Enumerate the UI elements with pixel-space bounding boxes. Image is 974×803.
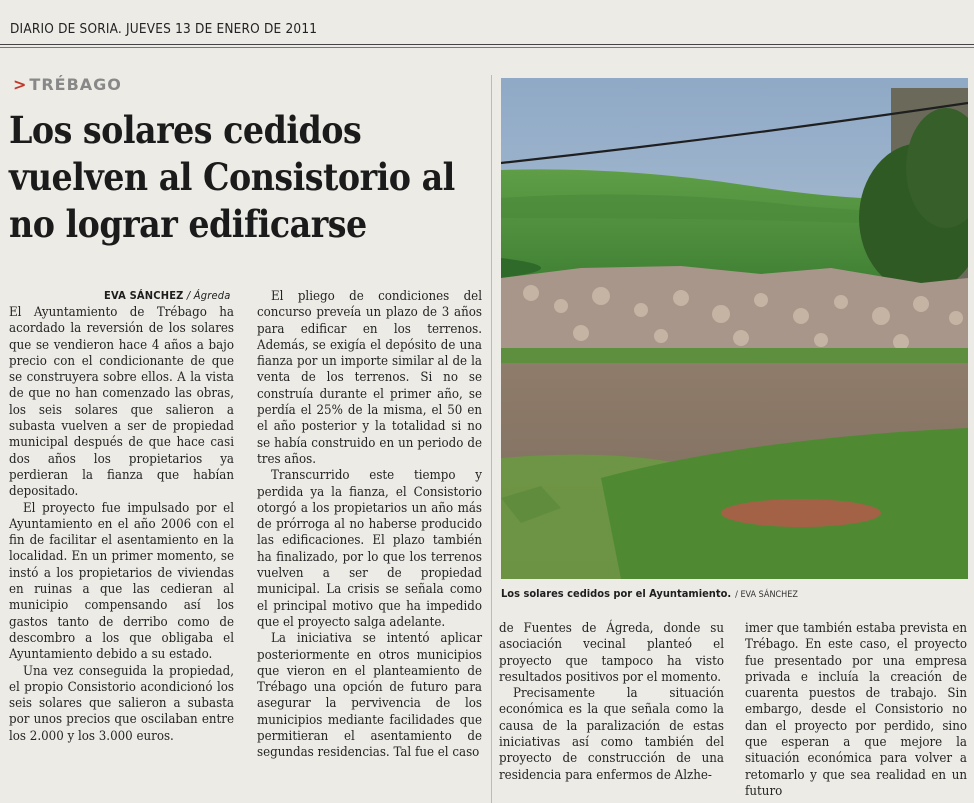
section-arrow: > xyxy=(13,75,28,94)
photo-caption xyxy=(501,587,798,600)
paragraph: El pliego de condiciones del concurso preveía un plazo de 3 años para edificar en los terrenos. Además, se exigía el depósito de una fianza por un importe similar al de la venta de los terrenos. Si no se construía durante el primer año, se perdía el 25% de la misma, el 50 en el año posterior y la totalidad si no se había construido en un periodo de tres años. xyxy=(257,289,482,467)
paragraph: Precisamente la situación económica es la que señala como la causa de la paralización de estas iniciativas así como también del proyecto de construcción de una residencia para enfermos de Alzhe- xyxy=(499,686,724,783)
masthead: DIARIO DE SORIA. JUEVES 13 DE ENERO DE 2011 xyxy=(10,21,318,37)
paragraph: Una vez conseguida la propiedad, el propio Consistorio acondicionó los seis solares que salieron a subasta por unos precios que oscilaban entre los 2.000 y los 3.000 euros. xyxy=(9,663,234,744)
paragraph: La iniciativa se intentó aplicar posteriormente en otros municipios que vieron en el planteamiento de Trébago una opción de futuro para asegurar la pervivencia de los municipios mediante facilidades que permitieran el asentamiento de segundas residencias. Tal fue el caso xyxy=(257,631,482,761)
byline xyxy=(104,289,231,302)
byline-location: / Ágreda xyxy=(186,289,231,302)
masthead-rule xyxy=(0,44,974,45)
paragraph: El proyecto fue impulsado por el Ayuntamiento en el año 2006 con el fin de facilitar el asentamiento en la localidad. En un primer momento, se instó a los propietarios de viviendas en ruinas a que las cedieran al municipio compensando así los gastos tanto de derribo como de descombro a los que obligaba el Ayuntamiento debido a su estado. xyxy=(9,500,234,663)
byline-author: EVA SÁNCHEZ xyxy=(104,289,184,302)
section-label xyxy=(13,75,122,94)
article-column-1 xyxy=(9,305,234,745)
paragraph: imer que también estaba prevista en Trébago. En este caso, el proyecto fue presentado por una empresa privada e incluía la creación de cuarenta puestos de trabajo. Sin embargo, desde el Consistorio no dan el proyecto por perdido, sino que esperan a que mejore la situación económica para volver a retomarlo y que sea realidad en un futuro xyxy=(745,621,967,799)
article-column-2 xyxy=(257,289,482,762)
paragraph: El Ayuntamiento de Trébago ha acordado la reversión de los solares que se vendieron hace 4 años a bajo precio con el condicionante de que se construyera sobre ellos. A la vista de que no han comenzado las obras, los seis solares que salieron a subasta vuelven a ser de propiedad municipal después de que hace casi dos años los propietarios ya perdieran la fianza que habían depositado. xyxy=(9,305,234,500)
article-column-3 xyxy=(499,621,724,784)
article-column-4 xyxy=(745,621,967,800)
paragraph: Transcurrido este tiempo y perdida ya la fianza, el Consistorio otorgó a los propietarios un año más de prórroga al no haberse producido las edificaciones. El plazo también ha finalizado, por lo que los terrenos vuelven a ser de propiedad municipal. La crisis se señala como el principal motivo que ha impedido que el proyecto salga adelante. xyxy=(257,468,482,630)
caption-text: Los solares cedidos por el Ayuntamiento. xyxy=(501,587,732,600)
headline: Los solares cedidos vuelven al Consistorio al no lograr edificarse xyxy=(9,108,455,246)
masthead-rule-thin xyxy=(0,47,974,48)
caption-credit: / EVA SÁNCHEZ xyxy=(735,590,798,600)
section-name: TRÉBAGO xyxy=(29,75,122,94)
paragraph: de Fuentes de Ágreda, donde su asociación vecinal planteó el proyecto que tampoco ha visto resultados positivos por el momento. xyxy=(499,621,724,685)
landscape-illustration xyxy=(501,78,968,579)
column-divider xyxy=(491,75,492,803)
article-photo xyxy=(501,78,968,579)
